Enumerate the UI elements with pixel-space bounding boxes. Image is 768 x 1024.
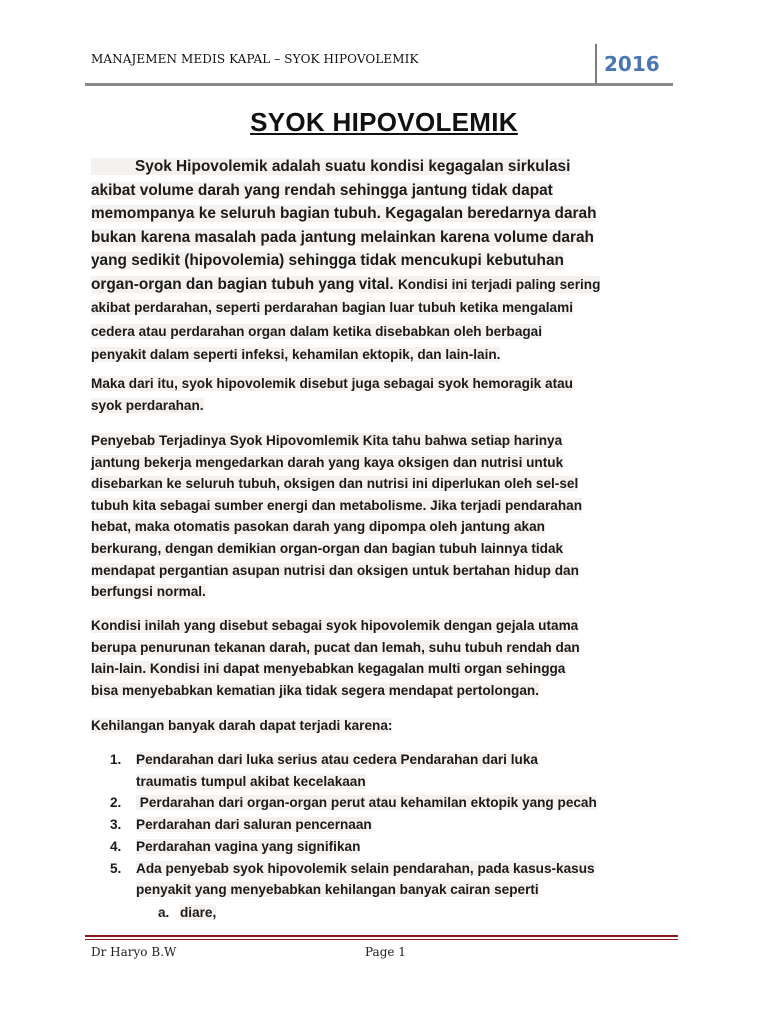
paragraph-line: berupa penurunan tekanan darah, pucat dan lemah, suhu tubuh rendah dan: [91, 639, 580, 655]
intro-line-small: Kondisi ini terjadi paling sering: [397, 276, 601, 292]
paragraph-line: Maka dari itu, syok hipovolemik disebut juga sebagai syok hemoragik atau: [91, 376, 573, 391]
paragraph-hemoragik: [91, 373, 681, 416]
paragraph-line: bisa menyebabkan kematian jika tidak segera mendapat pertolongan.: [91, 682, 539, 698]
list-text: Perdarahan dari saluran pencernaan: [136, 817, 372, 833]
paragraph-kondisi: [91, 615, 681, 701]
list-text: Ada penyebab syok hipovolemik selain pendarahan, pada kasus-kasus: [136, 860, 595, 876]
paragraph-line: tubuh kita sebagai sumber energi dan metabolisme. Jika terjadi pendarahan: [91, 497, 583, 513]
cause-list: [110, 749, 690, 901]
paragraph-kehilangan: [91, 715, 681, 737]
paragraph-line: berfungsi normal.: [91, 584, 206, 600]
paragraph-line: disebarkan ke seluruh tubuh, oksigen dan nutrisi ini diperlukan oleh sel-sel: [91, 476, 579, 492]
footer-rule-thin: [85, 939, 678, 940]
intro-line-small: akibat perdarahan, seperti perdarahan bagian luar tubuh ketika mengalami: [91, 300, 573, 315]
list-item: [110, 858, 690, 901]
intro-line: yang sedikit (hipovolemia) sehingga tidak mencukupi kebutuhan: [91, 252, 564, 269]
list-item: [110, 792, 690, 814]
sub-list: [158, 902, 216, 924]
paragraph-line: Penyebab Terjadinya Syok Hipovomlemik Kita tahu bahwa setiap harinya: [91, 433, 563, 448]
list-text: penyakit yang menyebabkan kehilangan banyak cairan seperti: [136, 882, 539, 898]
list-text: traumatis tumpul akibat kecelakaan: [136, 773, 366, 789]
footer-author: Dr Haryo B.W: [91, 945, 177, 959]
header-divider: [595, 44, 597, 84]
sublist-text: diare,: [180, 905, 217, 920]
intro-line: bukan karena masalah pada jantung melainkan karena volume darah: [91, 228, 594, 246]
list-text: Pendarahan dari luka serius atau cedera Pendarahan dari luka: [136, 752, 538, 767]
list-number: 4.: [110, 838, 122, 854]
intro-line: akibat volume darah yang rendah sehingga jantung tidak dapat: [91, 181, 553, 199]
list-item: [110, 836, 690, 858]
header-rule: [85, 83, 673, 86]
paragraph-line: syok perdarahan.: [91, 397, 204, 413]
header-year: 2016: [604, 52, 660, 76]
document-title: SYOK HIPOVOLEMIK: [250, 107, 518, 137]
paragraph-line: berkurang, dengan demikian organ-organ dan bagian tubuh lainnya tidak: [91, 540, 564, 556]
list-number: 1.: [110, 752, 122, 767]
header-title: MANAJEMEN MEDIS KAPAL – SYOK HIPOVOLEMIK: [91, 52, 419, 66]
intro-line: memompanya ke seluruh bagian tubuh. Kegagalan beredarnya darah: [91, 205, 597, 222]
intro-line-small: penyakit dalam seperti infeksi, kehamilan ektopik, dan lain-lain.: [91, 347, 501, 362]
page-header: [85, 44, 673, 86]
list-item: [110, 749, 690, 792]
list-item: [110, 814, 690, 836]
paragraph-line: Kehilangan banyak darah dapat terjadi karena:: [91, 718, 393, 733]
sublist-letter: a.: [158, 905, 170, 920]
paragraph-line: hebat, maka otomatis pasokan darah yang dipompa oleh jantung akan: [91, 519, 545, 535]
intro-line-small: cedera atau perdarahan organ dalam ketika disebabkan oleh berbagai: [91, 323, 543, 339]
paragraph-penyebab: [91, 430, 681, 603]
intro-line: Syok Hipovolemik adalah suatu kondisi kegagalan sirkulasi: [135, 158, 571, 175]
footer-rule: [85, 935, 678, 937]
paragraph-line: lain-lain. Kondisi ini dapat menyebabkan kegagalan multi organ sehingga: [91, 661, 566, 677]
paragraph-intro: [91, 155, 681, 367]
footer-page-number: Page 1: [365, 945, 406, 959]
list-text: Perdarahan dari organ-organ perut atau kehamilan ektopik yang pecah: [136, 795, 597, 811]
list-number: 3.: [110, 817, 122, 833]
intro-line: organ-organ dan bagian tubuh yang vital.: [91, 275, 394, 293]
list-number: 2.: [110, 795, 122, 811]
paragraph-line: Kondisi inilah yang disebut sebagai syok hipovolemik dengan gejala utama: [91, 618, 579, 633]
list-number: 5.: [110, 860, 122, 876]
paragraph-line: jantung bekerja mengedarkan darah yang kaya oksigen dan nutrisi untuk: [91, 454, 564, 470]
list-text: Perdarahan vagina yang signifikan: [136, 838, 361, 854]
paragraph-line: mendapat pergantian asupan nutrisi dan oksigen untuk bertahan hidup dan: [91, 562, 579, 578]
